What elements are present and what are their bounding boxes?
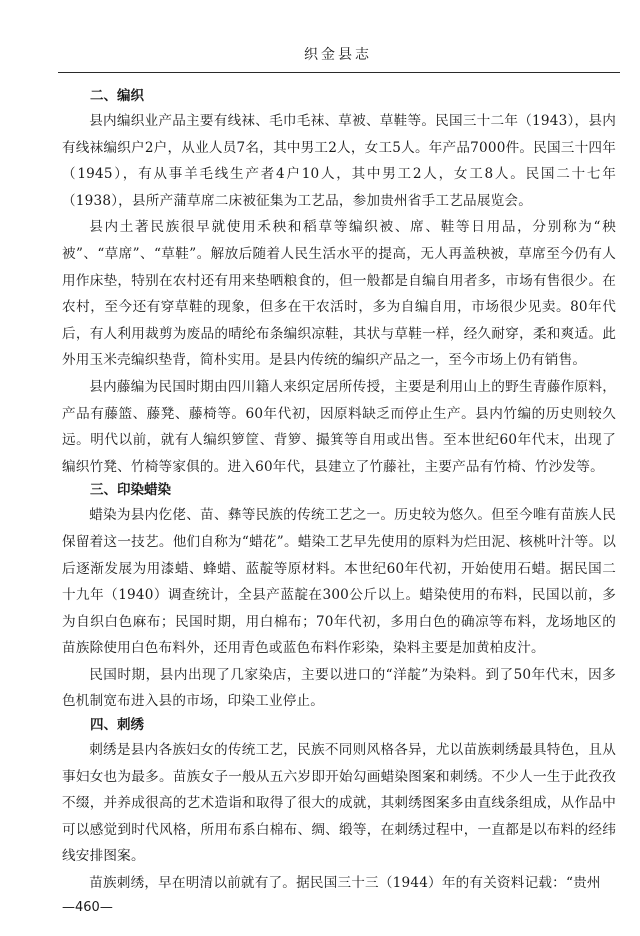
paragraph: 县内编织业产品主要有线袜、毛巾毛袜、草被、草鞋等。民国三十二年（1943），县内有线袜编织户2户，从业人员7名，其中男工2人，女工5人。年产品7000件。民国三十四年（1945），有从事羊毛线生产者4户10人，其中男工2人，女工8人。民国二十七年（1938），县所产蒲草席二床被征集为工艺品，参加贵州省手工艺品展览会。	[62, 113, 616, 209]
page-number: —460—	[62, 900, 113, 915]
paragraph: 县内土著民族很早就使用禾秧和稻草等编织被、席、鞋等日用品，分别称为“秧被”、“草席”、“草鞋”。解放后随着人民生活水平的提高，无人再盖秧被，草席至今仍有人用作床垫，特别在农村还有用来垫晒粮食的，但一般都是自编自用者多，市场有售很少。在农村，至今还有穿草鞋的现象，但多在干农活时，多为自编自用，市场很少见卖。80年代后，有人利用裁剪为废品的晴纶布条编织凉鞋，其状与草鞋一样，经久耐穿，柔和爽适。此外用玉米壳编织垫背，简朴实用。是县内传统的编织产品之一，至今市场上仍有销售。	[62, 219, 616, 369]
section-heading: 四、刺绣	[90, 717, 144, 734]
paragraph: 苗族刺绣，早在明清以前就有了。据民国三十三（1944）年的有关资料记载：“贵州	[89, 875, 601, 892]
header-rule	[58, 72, 620, 73]
section-embroidery	[62, 715, 616, 897]
section-heading: 二、编织	[90, 88, 144, 104]
paragraph: 县内藤编为民国时期由四川籍人来织定居所传授，主要是利用山上的野生青藤作原料，产品有藤篮、藤凳、藤椅等。60年代初，因原料缺乏而停止生产。县内竹编的历史则较久远。明代以前，就有人编织箩筐、背箩、撮箕等自用或出售。至本世纪60年代末，出现了编织竹凳、竹椅等家俱的。进入60年代，县建立了竹藤社，主要产品有竹椅、竹沙发等。	[62, 378, 616, 475]
section-printing-dyeing	[62, 480, 616, 715]
paragraph: 民国时期，县内出现了几家染店，主要以进口的“洋靛”为染料。到了50年代末，因多色机制宽布进入县的市场，印染工业停止。	[62, 666, 616, 710]
page-body	[62, 86, 616, 897]
section-heading: 三、印染蜡染	[90, 482, 171, 499]
section-weaving	[62, 86, 616, 480]
running-header: 织金县志	[304, 47, 372, 63]
paragraph: 蜡染为县内仡佬、苗、彝等民族的传统工艺之一。历史较为悠久。但至今唯有苗族人民保留着这一技艺。他们自称为“蜡花”。蜡染工艺早先使用的原料为烂田泥、核桃叶汁等。以后逐渐发展为用漆蜡、蜂蜡、蓝靛等原材料。本世纪60年代初，开始使用石蜡。据民国二十九年（1940）调查统计，全县产蓝靛在300公斤以上。蜡染使用的布料，民国以前，多为自织白色麻布；民国时期，用白棉布；70年代初，多用白色的确凉等布料，龙场地区的苗族除使用白色布料外，还用青色或蓝色布料作彩染，染料主要是加黄柏皮汁。	[62, 507, 616, 657]
paragraph: 刺绣是县内各族妇女的传统工艺，民族不同则风格各异，尤以苗族刺绣最具特色，且从事妇女也为最多。苗族女子一般从五六岁即开始勾画蜡染图案和刺绣。不少人一生于此孜孜不缀，并养成很高的艺术造诣和取得了很大的成就，其刺绣图案多由直线条组成，从作品中可以感觉到时代风格，所用布系白棉布、绸、缎等，在刺绣过程中，一直都是以布料的经纬线安排图案。	[62, 742, 616, 865]
